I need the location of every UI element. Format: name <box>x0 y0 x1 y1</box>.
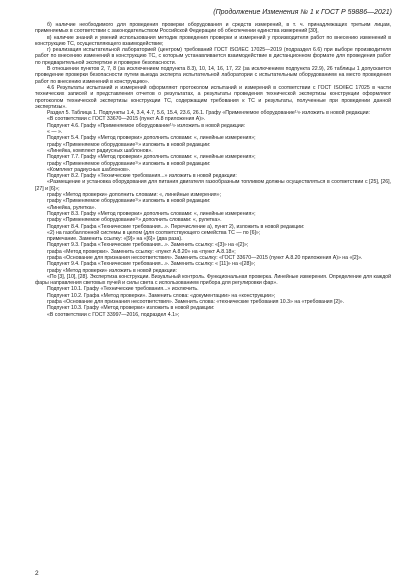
paragraph: графа «Метод проверки». Заменить ссылку: «пункт А.8.20» на «пункт А.8.18»; <box>47 248 236 255</box>
paragraph: «По [3], [10], [28]. Экспертиза конструкции. Визуальный контроль. Функциональная проверка. Линейные измерения. Определение для каждой фары направления световых пучей и силы света с использованием прибора для регулировки фар». <box>35 273 391 287</box>
paragraph: Подпункт 7.7. Графу «Метод проверки» дополнить словами: «, линейные измерения»; <box>47 154 256 161</box>
paragraph: Раздел 5. Таблица 1. Подпункты 1.4, 3.4, 4.7, 5.6, 15.4, 23.6, 26.1. Графу «Применяемое оборудование¹⁾» изложить в новой редакции: <box>47 110 370 117</box>
paragraph: графу «Применяемое оборудование¹⁾» изложить в новой редакции: <box>47 160 211 167</box>
paragraph: Подпункт 5.4. Графу «Метод проверки» дополнить словами: «, линейные измерения»; <box>47 135 256 142</box>
paragraph: «Комплект радиусных шаблонов». <box>47 166 131 173</box>
paragraph: «Линейка, комплект радиусных шаблонов». <box>47 147 153 154</box>
paragraph: «2) на газобаллонной системы в целом (для соответствующего семейства ТС — по [6]»; <box>47 229 261 236</box>
document-body <box>35 22 391 318</box>
paragraph: графа «Основание для признания несоответствия». Заменить ссылку: «ГОСТ 33670—2015 (пункт А.8.20 приложения А)» на «[2]». <box>47 254 363 261</box>
paragraph: Подпункт 10.1. Графу «Технические требования...» исключить. <box>47 286 199 293</box>
paragraph: графа «Основание для признания несоответствия». Заменить слова: «технические требования 10.3» на «требования [2]». <box>47 299 345 306</box>
paragraph: в) наличие знаний и умений использования методик проведения проверки и измерений у производителя работ по внесению изменений в конструкцию ТС, осуществляющего взаимодействие; <box>35 34 391 47</box>
paragraph: «В соответствии с ГОСТ 33997—2016, подраздел 4.1»; <box>47 311 180 318</box>
paragraph: Подпункт 8.3. Графу «Метод проверки» дополнить словами: «, линейные измерения»; <box>47 210 256 217</box>
paragraph: «В соответствии с ГОСТ 33670—2015 (пункт А.8 приложения А)». <box>47 116 206 123</box>
paragraph: графу «Применяемое оборудование¹⁾» дополнить словами: «, рулетка». <box>47 217 222 224</box>
paragraph: примечание. Заменить ссылку: «[9]» на «[6]» (два раза). <box>47 236 183 243</box>
paragraph: графу «Применяемое оборудование¹⁾» изложить в новой редакции: <box>47 198 211 205</box>
paragraph: В отношении пунктов 2, 7, 8 (за исключением подпункта 8.3), 10, 14, 16, 17, 22 (за исключением подпункта 22.9), 26 таблицы 1 допускается проведение проверки безопасности путем выезда эксперта испытательной лаборатории с испытательным оборудованием на место проведения работ по внесению изменений в конструкцию». <box>35 66 391 85</box>
paragraph: «Размещение и установка оборудования для питания двигателя газообразным топливом должны осуществляться в соответствии с [25], [26], [27] и [6]»; <box>35 179 391 192</box>
running-header: (Продолжение Изменения № 1 к ГОСТ Р 59886—2021) <box>213 9 392 16</box>
paragraph: Подпункт 8.4. Графа «Технические требования...». Перечисление а), пункт 2), изложить в новой редакции: <box>47 223 305 230</box>
paragraph: г) реализация испытательной лабораторией (центром) требований ГОСТ ISO/IEC 17025—2019 (подраздел 6.6) при выборе производителя работ по внесению изменений в конструкцию ТС, с которым устанавливается взаимодействие в дистанционном формате для проведения работ по предварительной экспертизе и проверке безопасности. <box>35 47 391 66</box>
paragraph: графу «Метод проверки» изложить в новой редакции: <box>47 267 177 274</box>
paragraph: Подпункт 4.6. Графу «Применяемое оборудование¹⁾» изложить в новой редакции: <box>47 122 246 129</box>
paragraph: Подпункт 10.3. Графу «Метод проверки» изложить в новой редакции: <box>47 305 215 312</box>
paragraph: графу «Метод проверки» дополнить словами: «, линейные измерения»; <box>47 192 221 199</box>
paragraph: Подпункт 8.2. Графу «Технические требования...» изложить в новой редакции: <box>47 173 237 180</box>
paragraph: « — ». <box>47 129 63 136</box>
paragraph: Подпункт 9.3. Графа «Технические требования...». Заменить ссылку: «[3]» на «[2]»; <box>47 242 249 249</box>
paragraph: Подпункт 9.4. Графа «Технические требования...». Заменить ссылку: « [11]» на «[28]»; <box>47 261 256 268</box>
paragraph: б) наличие необходимого для проведения проверки оборудования и средств измерений, в т. ч. принадлежащих третьим лицам, применяемых в соответствии с законодательством Российской Федерации об обеспечении единства измерений [30], <box>35 22 391 35</box>
page-number: 2 <box>35 570 39 577</box>
paragraph: 4.6 Результаты испытаний и измерений оформляют протоколом испытаний и измерений в соответствии с ГОСТ ISO/IEC 17025 в части технических записей и представления отчетов о результатах, а результаты проведения технической экспертизы конструкции оформляют протоколом технической экспертизы конструкции ТС, содержащим требования к ТС и результаты, полученные при проведении данной экспертизы». <box>35 84 391 110</box>
paragraph: графу «Применяемое оборудование¹⁾» изложить в новой редакции: <box>47 141 211 148</box>
paragraph: Подпункт 10.2. Графа «Метод проверки». Заменить слова: «документации» на «конструкции»; <box>47 292 276 299</box>
paragraph: «Линейка, рулетка». <box>47 204 97 211</box>
